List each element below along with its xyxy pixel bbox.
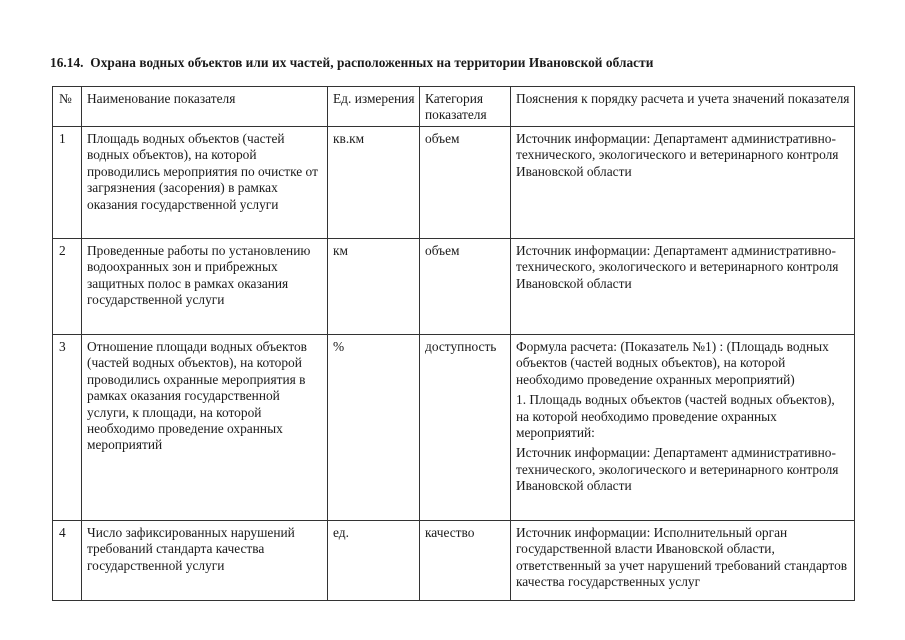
header-notes: Пояснения к порядку расчета и учета значений показателя <box>511 87 855 127</box>
table-header-row <box>53 87 855 127</box>
section-heading <box>50 55 653 71</box>
header-name: Наименование показателя <box>82 87 328 127</box>
indicators-table <box>52 86 855 601</box>
row-number: 2 <box>53 239 82 335</box>
row-unit: ед. <box>328 521 420 601</box>
row-note-source: Источник информации: Департамент административно-технического, экологического и ветеринарного контроля Ивановской области <box>516 243 839 291</box>
header-category: Категория показателя <box>420 87 511 127</box>
row-category: объем <box>420 239 511 335</box>
row-note-formula: Формула расчета: (Показатель №1) : (Площадь водных объектов (частей водных объектов), на которой необходимо проведение охранных мероприятий) <box>516 339 829 387</box>
section-number: 16.14. <box>50 55 84 70</box>
row-unit: % <box>328 335 420 521</box>
row-unit: кв.км <box>328 127 420 239</box>
header-number: № <box>53 87 82 127</box>
header-unit: Ед. измерения <box>328 87 420 127</box>
row-number: 3 <box>53 335 82 521</box>
row-note-source: Источник информации: Департамент административно-технического, экологического и ветеринарного контроля Ивановской области <box>516 445 839 494</box>
row-indicator-name: Отношение площади водных объектов (частей водных объектов), на которой проводились охранные мероприятия в рамках оказания государственной услуги, к площади, на которой необходимо проведение охранных мероприятий <box>82 335 328 521</box>
row-note-item: 1. Площадь водных объектов (частей водных объектов), на которой необходимо проведение охранных мероприятий: <box>516 392 835 441</box>
row-notes <box>511 335 855 521</box>
row-notes <box>511 239 855 335</box>
row-indicator-name: Площадь водных объектов (частей водных объектов), на которой проводились мероприятия по очистке от загрязнения (засорения) в рамках оказания государственной услуги <box>82 127 328 239</box>
row-indicator-name: Проведенные работы по установлению водоохранных зон и прибрежных защитных полос в рамках оказания государственной услуги <box>82 239 328 335</box>
row-number: 4 <box>53 521 82 601</box>
row-indicator-name: Число зафиксированных нарушений требований стандарта качества государственной услуги <box>82 521 328 601</box>
row-note-source: Источник информации: Департамент административно-технического, экологического и ветеринарного контроля Ивановской области <box>516 131 839 179</box>
row-category: объем <box>420 127 511 239</box>
row-number: 1 <box>53 127 82 239</box>
row-notes <box>511 521 855 601</box>
section-title: Охрана водных объектов или их частей, расположенных на территории Ивановской области <box>90 55 654 70</box>
row-category: доступность <box>420 335 511 521</box>
row-unit: км <box>328 239 420 335</box>
row-category: качество <box>420 521 511 601</box>
table-row <box>53 335 855 521</box>
row-notes <box>511 127 855 239</box>
table-row <box>53 521 855 601</box>
table-row <box>53 239 855 335</box>
row-note-source: Источник информации: Исполнительный орган государственной власти Ивановской области, ответственный за учет нарушений требований стандартов качества государственных услуг <box>516 525 848 590</box>
table-row <box>53 127 855 239</box>
